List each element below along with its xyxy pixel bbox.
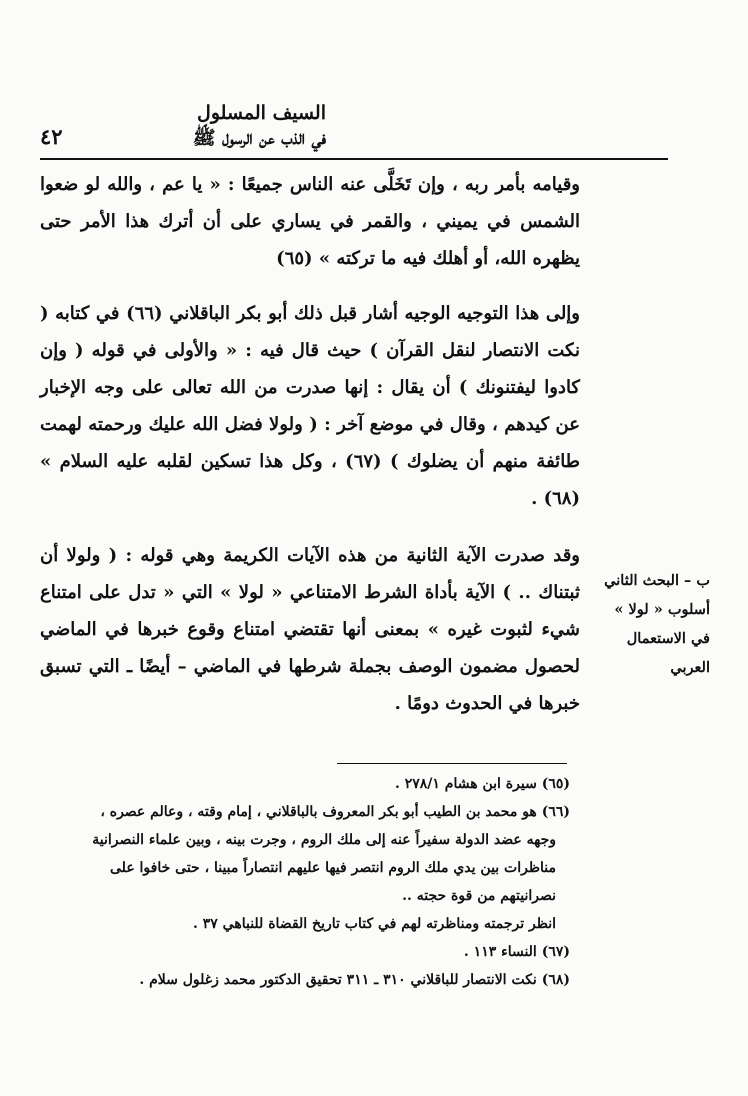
main-text [40,166,580,742]
footnote-65: (٦٥) سيرة ابن هشام ٢٧٨/١ . [394,776,570,792]
margin-heading-line1: ب – البحث الثاني [604,572,710,589]
paragraph-1: وقيامه بأمر ربه ، وإن تَخَلَّى عنه الناس جميعًا : « يا عم ، والله لو ضعوا الشمس في يميني ، والقمر في يساري على أن أترك هذا الأمر حتى يظهره الله، أو أهلك فيه ما تركته » (٦٥) [40,174,580,269]
footnote-separator [337,763,567,764]
footnote-66-line1: (٦٦) هو محمد بن الطيب أبو بكر المعروف بالباقلاني ، إمام وقته ، وعالم عصره ، [100,804,570,820]
footnote-66-line3: مناظرات بين يدي ملك الروم انتصر فيها عليهم انتصاراً مبينا ، حتى خافوا على [110,860,556,876]
book-title-line1: السيف المسلول [197,102,326,124]
footnotes [40,770,570,994]
page-number: ٤٢ [40,124,63,149]
footnote-67: (٦٧) النساء ١١٣ . [463,944,570,960]
book-title-line2: في الذب عن الرسول ﷺ [192,127,326,149]
footnote-68: (٦٨) نكت الانتصار للباقلاني ٣١٠ ـ ٣١١ تحقيق الدكتور محمد زغلول سلام . [139,972,570,988]
margin-heading-line2: أسلوب « لولا » [614,601,710,618]
margin-heading-line3: في الاستعمال [626,630,710,647]
margin-heading-line4: العربي [670,659,710,676]
header-rule [40,158,668,160]
footnote-66-reference: انظر ترجمته ومناظرته لهم في كتاب تاريخ القضاة للنباهي ٣٧ . [192,916,556,932]
margin-heading [600,566,710,682]
footnote-66-line2: وجهه عضد الدولة سفيراً عنه إلى ملك الروم ، وجرت بينه ، وبين علماء النصرانية [92,832,556,848]
footnote-66-line4: نصرانيتهم من قوة حجته .. [402,888,556,904]
paragraph-2: وإلى هذا التوجيه الوجيه أشار قبل ذلك أبو بكر الباقلاني (٦٦) في كتابه ( نكت الانتصار لنقل القرآن ) حيث قال فيه : « والأولى في قوله ( وإن كادوا ليفتنونك ) أن يقال : إنها صدرت من الله تعالى على وجه الإخبار عن كيدهم ، وقال في موضع آخر : ( ولولا فضل الله عليك ورحمته لهمت طائفة منهم أن يضلوك ) (٦٧) ، وكل هذا تسكين لقلبه عليه السلام » (٦٨) . [40,303,580,509]
paragraph-3: وقد صدرت الآية الثانية من هذه الآيات الكريمة وهي قوله : ( ولولا أن ثبتناك .. ) الآية بأداة الشرط الامتناعي « لولا » التي « تدل على امتناع شيء لثبوت غيره » بمعنى أنها تقتضي امتناع وقوع خبرها في الماضي لحصول مضمون الوصف بجملة شرطها في الماضي – أيضًا ـ التي تسبق خبرها في الحدوث دومًا . [40,545,580,714]
running-header [40,96,668,158]
